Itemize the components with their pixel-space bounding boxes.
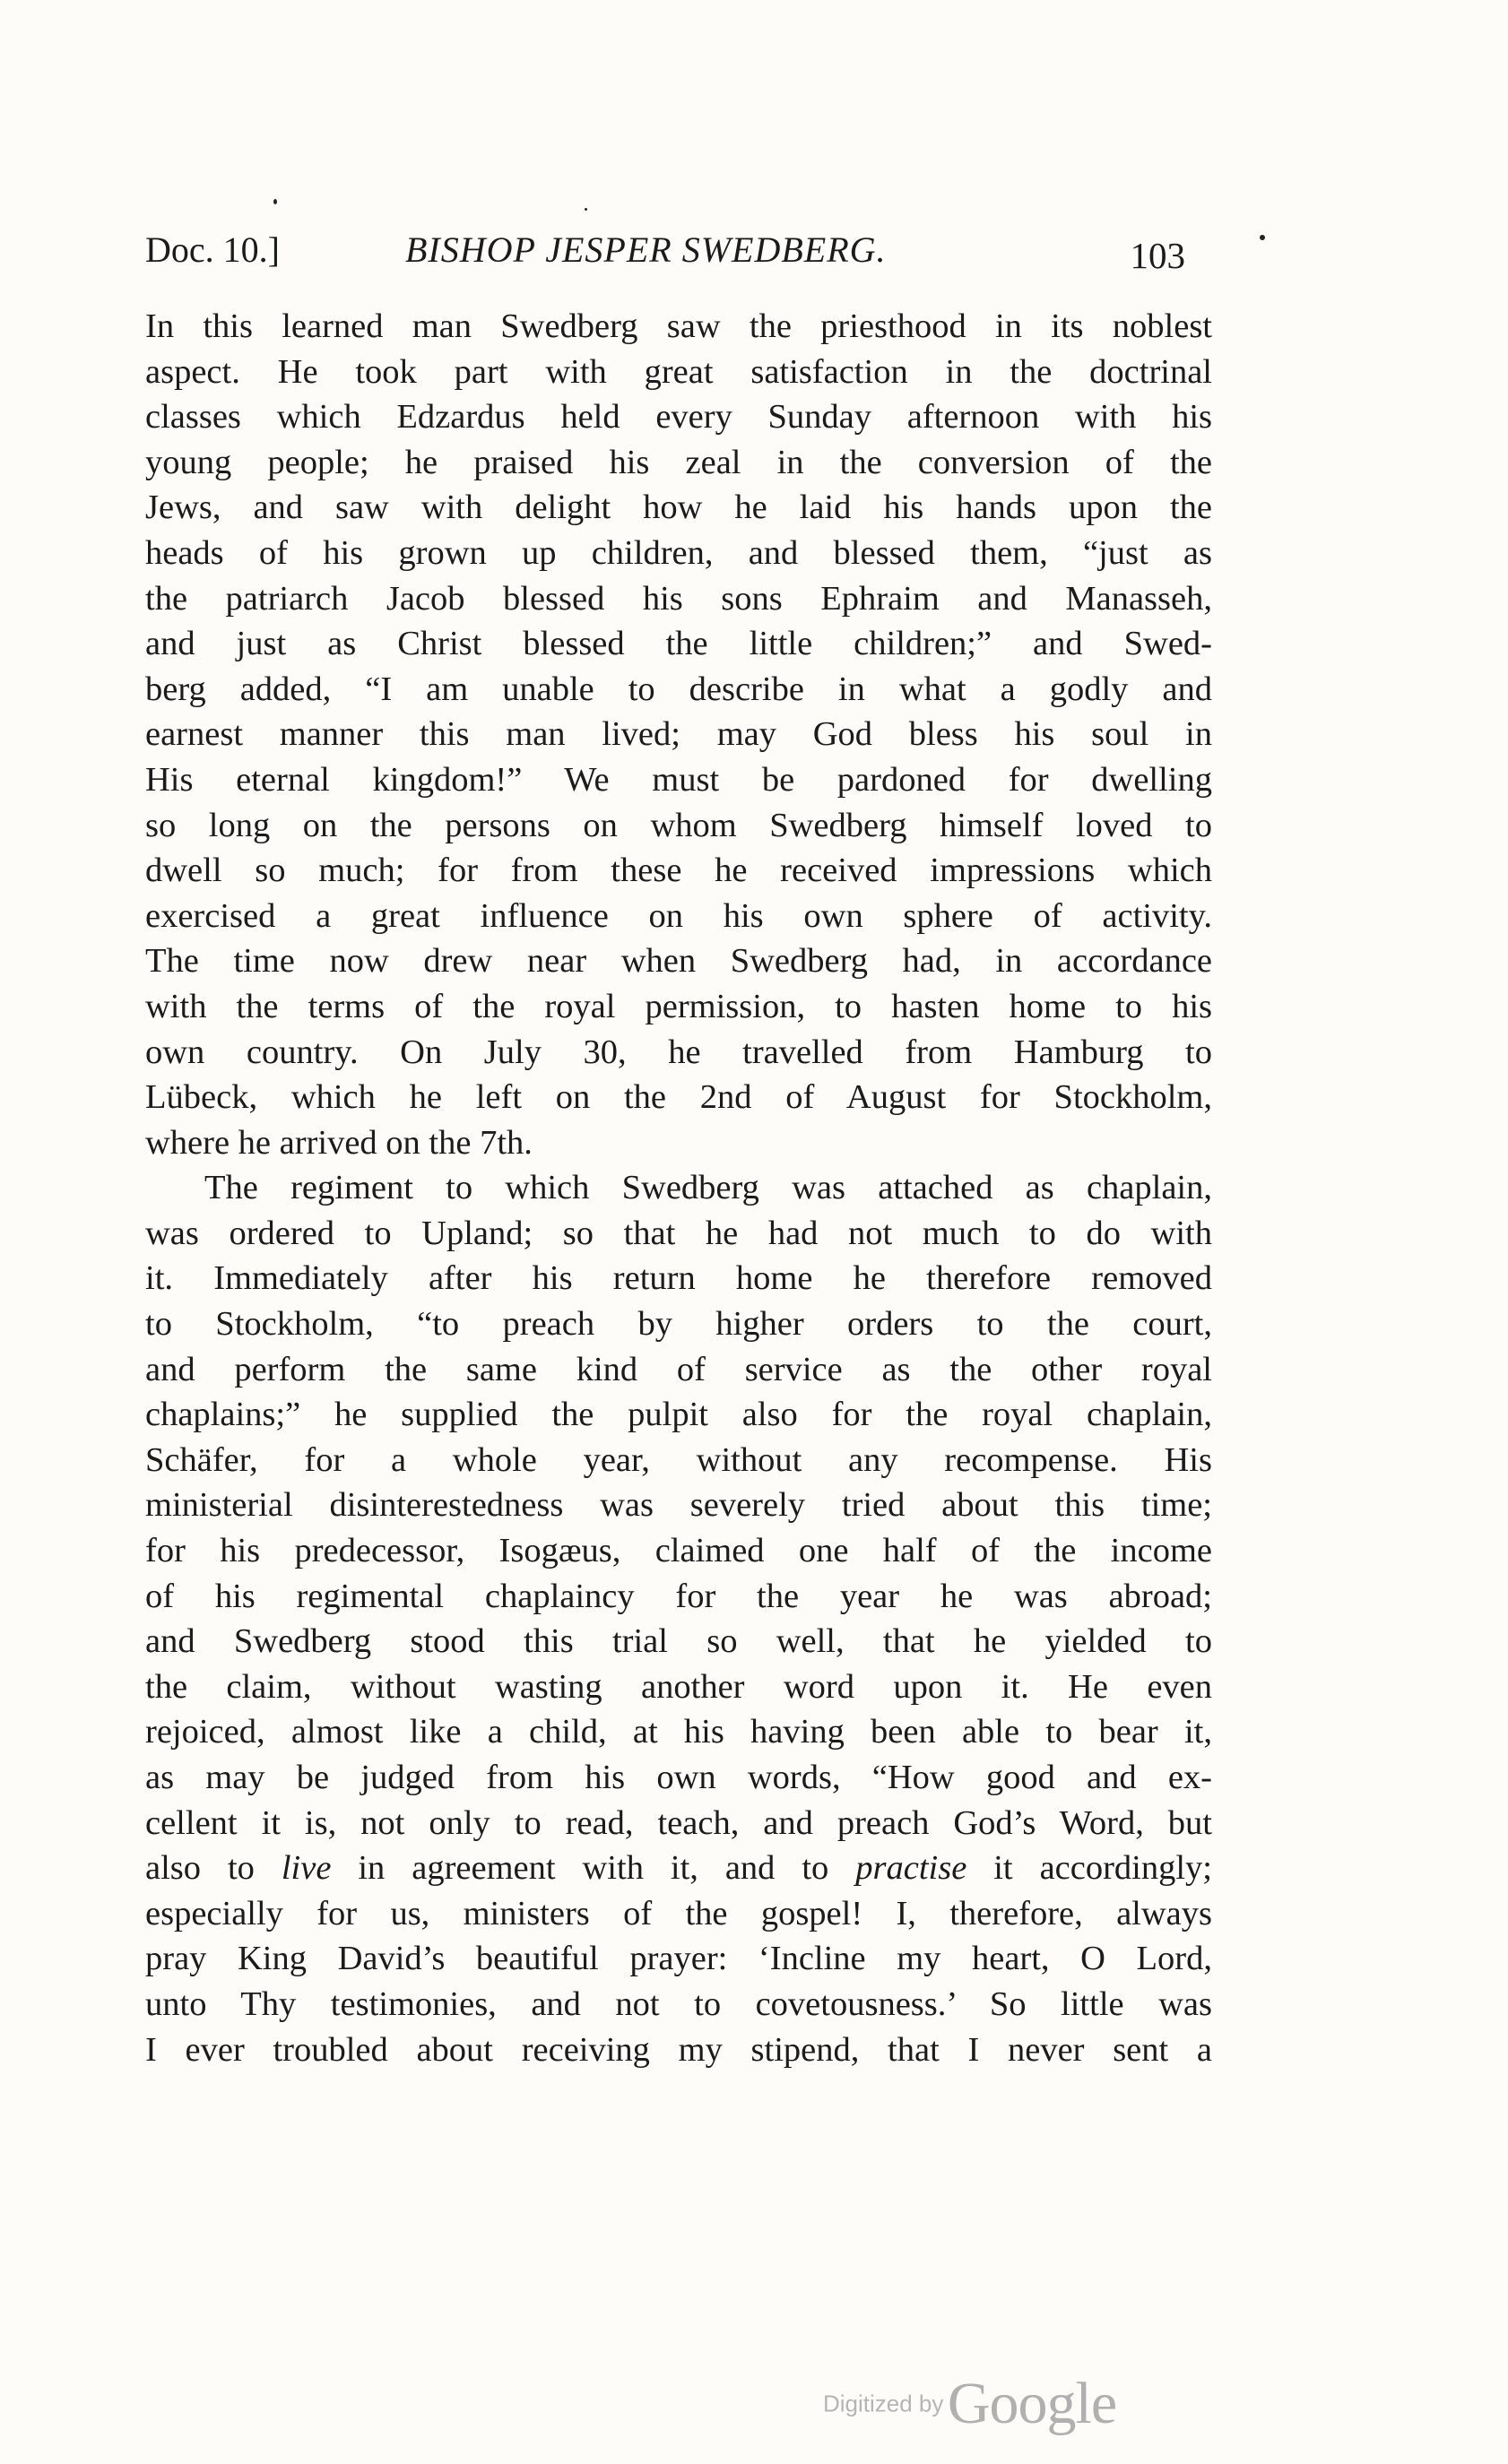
text-line: where he arrived on the 7th. [145,1123,533,1162]
text-line: chaplains;” he supplied the pulpit also for the royal chaplain, [145,1396,1212,1434]
text-line: with the terms of the royal permission, to hasten home to his [145,987,1212,1025]
line-fragment: in agreement with it, and to [331,1849,856,1888]
print-speck [585,208,587,211]
digitized-label: Digitized by [823,2390,944,2417]
text-line: cellent it is, not only to read, teach, and preach God’s Word, but [145,1803,1212,1842]
text-line: the patriarch Jacob blessed his sons Ephraim and Manasseh, [145,579,1212,618]
text-line: dwell so much; for from these he received impressions which [145,852,1212,890]
text-line: ministerial disinterestedness was severely tried about this time; [145,1486,1212,1525]
text-line: aspect. He took part with great satisfaction in the doctrinal [145,352,1212,391]
text-line: of his regimental chaplaincy for the year he was abroad; [145,1577,1212,1615]
print-speck [1260,235,1265,240]
text-line: was ordered to Upland; so that he had not much to do with [145,1214,1212,1252]
text-line: own country. On July 30, he travelled from Hamburg to [145,1033,1212,1071]
text-line: and Swedberg stood this trial so well, that he yielded to [145,1622,1212,1661]
text-line: and perform the same kind of service as the other royal [145,1350,1212,1388]
print-speck [273,199,277,204]
text-line: young people; he praised his zeal in the conversion of the [145,443,1212,481]
text-line: His eternal kingdom!” We must be pardoned for dwelling [145,760,1212,799]
doc-reference: Doc. 10.] [145,229,280,270]
text-line: rejoiced, almost like a child, at his having been able to bear it, [145,1713,1212,1751]
text-line: Schäfer, for a whole year, without any recompense. His [145,1440,1212,1479]
text-line: for his predecessor, Isogæus, claimed one half of the income [145,1532,1212,1570]
text-line: so long on the persons on whom Swedberg himself loved to [145,806,1212,844]
running-head [145,229,1212,282]
line-fragment: it accordingly; [966,1849,1212,1888]
text-line: exercised a great influence on his own sphere of activity. [145,896,1212,935]
text-line: to Stockholm, “to preach by higher orders to the court, [145,1305,1212,1344]
text-line: Jews, and saw with delight how he laid his hands upon the [145,488,1212,527]
text-line: earnest manner this man lived; may God bless his soul in [145,715,1212,754]
text-line: classes which Edzardus held every Sunday afternoon with his [145,398,1212,437]
digitized-by-watermark [823,2370,1116,2438]
italic-word: practise [855,1849,967,1888]
text-line: especially for us, ministers of the gospel! I, therefore, always [145,1894,1212,1932]
line-fragment: also to [145,1849,282,1888]
text-line: berg added, “I am unable to describe in what a godly and [145,670,1212,708]
text-line: and just as Christ blessed the little children;” and Swed- [145,625,1212,663]
book-page [145,229,1212,2072]
body-text [145,304,1212,2072]
text-line: In this learned man Swedberg saw the priesthood in its noblest [145,307,1212,345]
text-line: the claim, without wasting another word upon it. He even [145,1667,1212,1706]
text-line: The time now drew near when Swedberg had, in accordance [145,942,1212,981]
italic-word: live [281,1849,332,1888]
running-title: BISHOP JESPER SWEDBERG. [405,229,887,270]
text-line: heads of his grown up children, and blessed them, “just as [145,533,1212,572]
text-line: I ever troubled about receiving my stipend, that I never sent a [145,2030,1212,2069]
text-line: The regiment to which Swedberg was attached as chaplain, [204,1169,1212,1207]
text-line: Lübeck, which he left on the 2nd of August for Stockholm, [145,1078,1212,1117]
text-line [145,1846,1212,1891]
text-line: unto Thy testimonies, and not to covetousness.’ So little was [145,1984,1212,2023]
text-line: pray King David’s beautiful prayer: ‘Incline my heart, O Lord, [145,1940,1212,1978]
text-line: as may be judged from his own words, “How good and ex- [145,1759,1212,1796]
page-number: 103 [1130,235,1185,276]
google-logo: Google [947,2371,1117,2436]
text-line: it. Immediately after his return home he therefore removed [145,1259,1212,1298]
